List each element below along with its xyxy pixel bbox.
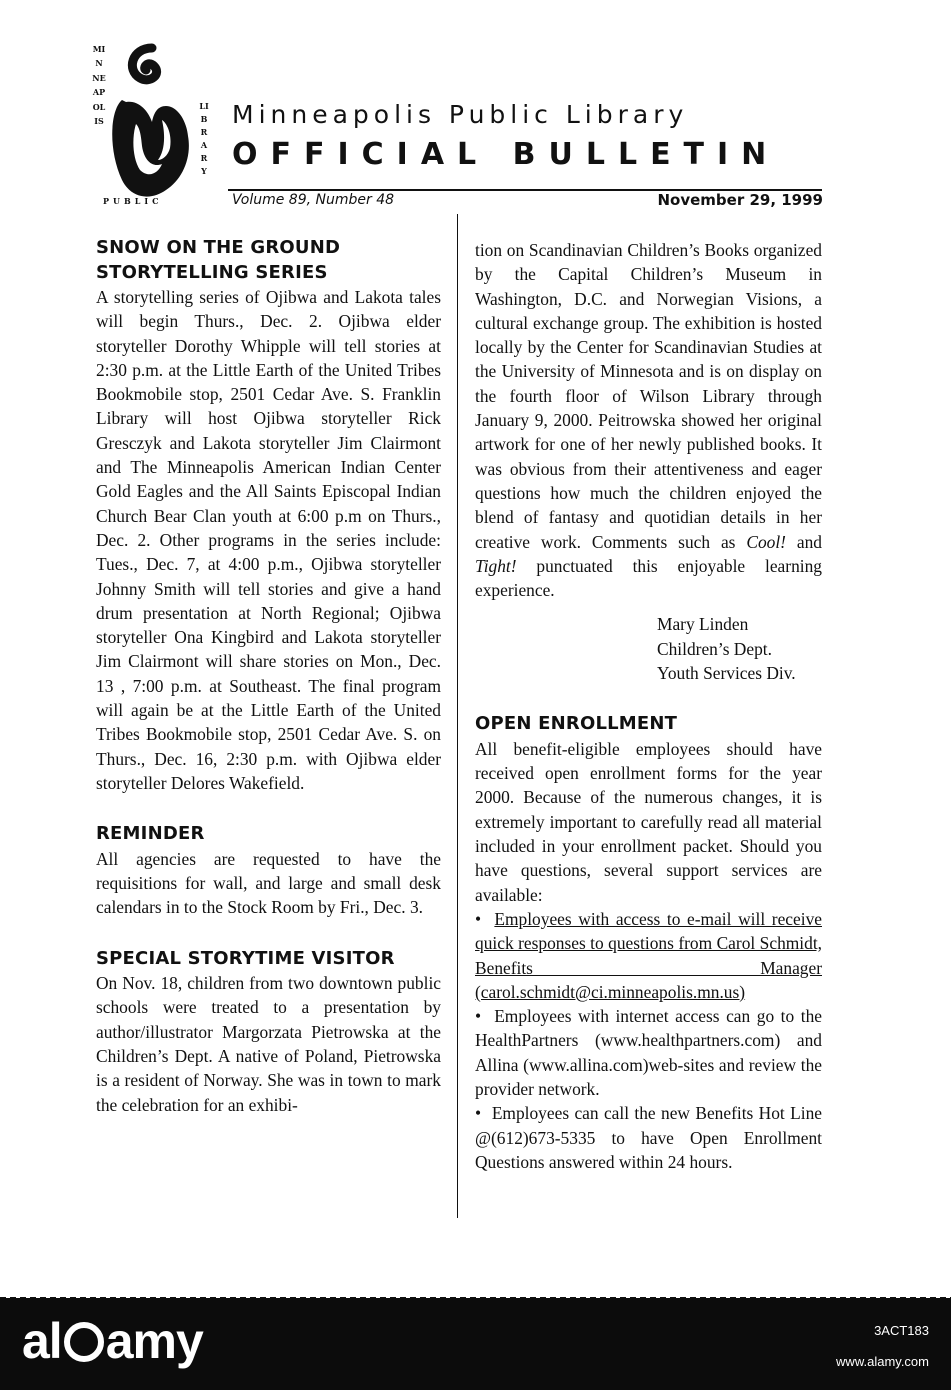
enrollment-bullet-hotline: • Employees can call the new Benefits Hot Line @(612)673-5335 to have Open Enrollment Questions answered within 24 hours. [475,1103,822,1172]
enrollment-heading: OPEN ENROLLMENT [475,713,678,735]
column-divider [457,214,458,1218]
organization-name: Minneapolis Public Library [232,100,689,129]
alamy-wordmark: al amy [22,1313,203,1369]
masthead-vertical-right: LIBRARY [199,101,209,176]
volume-number: Volume 89, Number 48 [232,192,395,208]
reminder-body: All agencies are requested to have the requisitions for wall, and large and small desk calendars in to the Stock Room by Fri., Dec. 3. [96,848,441,918]
benefits-email[interactable]: (carol.schmidt@ci.minneapolis.mn.us) [475,981,746,1002]
masthead-vertical-left: MINNEAPOLIS [92,44,106,127]
wordmark-circle-icon [64,1322,104,1362]
left-column [96,236,441,1117]
quote-tight: Tight! [475,555,517,576]
issue-date: November 29, 1999 [657,191,823,209]
masthead-public-word: PUBLIC [103,196,163,206]
quote-cool: Cool! [746,531,786,552]
enrollment-body: All benefit-eligible employees should have received open enrollment forms for the year 2000. Because of the numerous changes, it is extremely important to carefully read all material included in your enrollment packet. Should you have questions, several support services are available: [475,738,822,905]
signature-dept: Children’s Dept. [657,638,772,659]
visitor-body-right: tion on Scandinavian Children’s Books organized by the Capital Children’s Museum in Washington, D.C. and Norwegian Visions, a cultural exchange group. The exhibition is hosted locally by the Center for Scandinavian Studies at the University of Minnesota and is on display on the fourth floor of Wilson Library through January 9, 2000. Peitrowska showed her original artwork for one of her newly published books. It was obvious from their attentiveness and eager questions how much the children enjoyed the blend of fantasy and quotidian details in her creative work. Comments such as Cool! and Tight! punctuated this enjoyable learning experience. [475,240,822,601]
visitor-heading: SPECIAL STORYTIME VISITOR [96,947,395,969]
enrollment-bullet-internet: • Employees with internet access can go to the HealthPartners (www.healthpartners.com) and Allina (www.allina.com)web-sites and review the provider network. [475,1006,822,1099]
signature-name: Mary Linden [657,614,749,635]
email-contact-link[interactable]: Employees with access to e-mail will receive quick responses to questions from Carol Schmidt, Benefits Manager [475,908,822,978]
snow-body: A storytelling series of Ojibwa and Lakota tales will begin Thurs., Dec. 2. Ojibwa elder storyteller Dorothy Whipple will tell stories at 2:30 p.m. at the Little Earth of the United Tribes Bookmobile stop, 2501 Cedar Ave. S. Franklin Library will host Ojibwa storyteller Rick Gresczyk and Lakota storyteller Jim Clairmont and The Minneapolis American Indian Center Gold Eagles and the All Saints Episcopal Indian Church Bear Clan youth at 6:00 p.m on Thurs., Dec. 2. Other programs in the series include: Tues., Dec. 7, at 4:00 p.m., Ojibwa storyteller Johnny Smith will tell stories and give a hand drum presentation at North Regional; Ojibwa storyteller Ona Kingbird and Lakota storyteller Jim Clairmont will share stories on Mon., Dec. 13 , 7:00 p.m. at Southeast. The final program will again be at the Little Earth of the United Tribes Bookmobile stop, 2501 Cedar Ave. S. on Thurs., Dec. 16, 2:30 p.m. with Ojibwa elder storyteller Delores Wakefield. [96,287,441,793]
enrollment-bullet-email: • Employees with access to e-mail will receive quick responses to questions from Carol Schmidt, Benefits Manager (carol.schmidt@ci.minneapolis.mn.us) [475,908,822,1002]
reminder-heading: REMINDER [96,823,205,845]
image-id: 3ACT183 [874,1323,929,1338]
site-url: www.alamy.com [836,1354,929,1369]
snow-heading-line2: STORYTELLING SERIES [96,261,328,283]
signature-division: Youth Services Div. [657,663,796,684]
visitor-body-left: On Nov. 18, children from two downtown public schools were treated to a presentation by author/illustrator Margorzata Pietrowska at the Children’s Dept. A native of Poland, Pietrowska is a resident of Norway. She was in town to mark the celebration for an exhibi- [96,973,441,1115]
bulletin-title: OFFICIAL BULLETIN [232,137,780,172]
snow-heading-line1: SNOW ON THE GROUND [96,237,341,258]
right-column [475,238,822,1174]
signature-block [657,612,822,685]
